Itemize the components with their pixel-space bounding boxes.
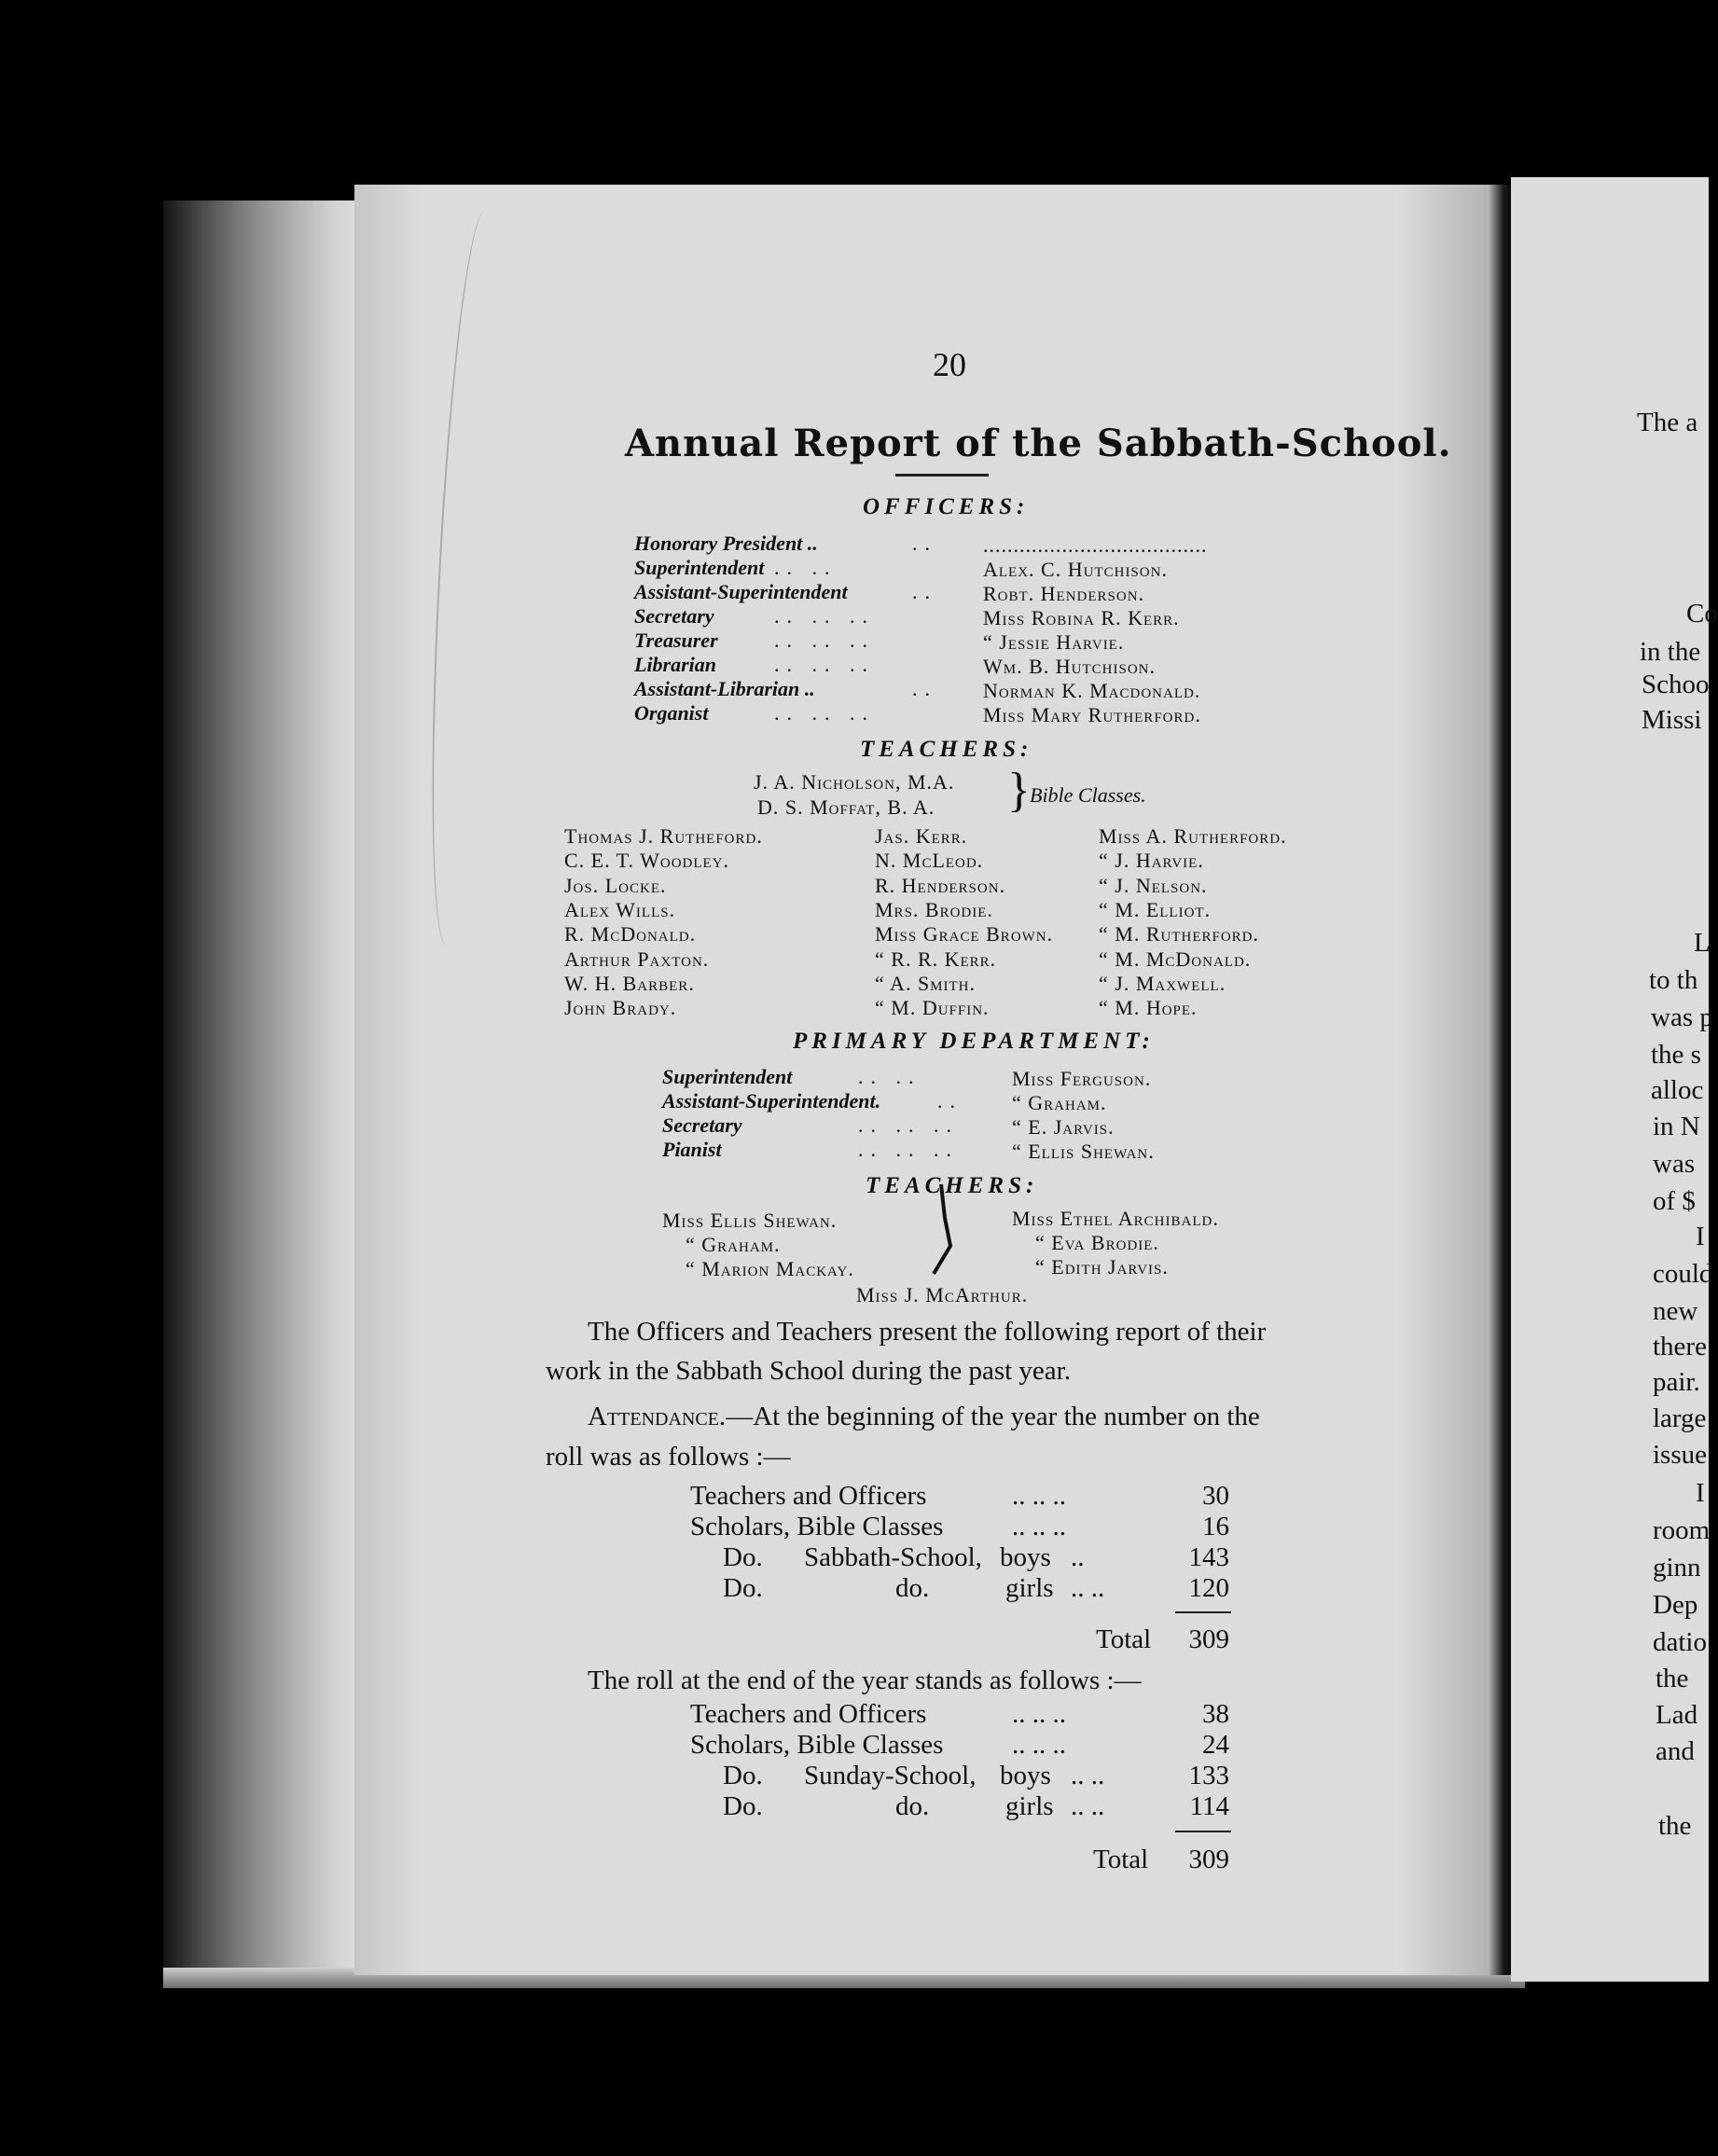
primary-name: “ E. Jarvis. — [1012, 1115, 1115, 1139]
right-page-fragment: Missi — [1642, 705, 1702, 735]
right-page-fragment: the — [1656, 1664, 1689, 1693]
officer-dots: .. .. .. — [774, 701, 875, 725]
officer-dots: .. — [912, 677, 937, 700]
roll-dots: .. .. .. — [1012, 1699, 1066, 1729]
officers-heading: OFFICERS: — [863, 494, 1030, 519]
primary-role: Secretary — [662, 1113, 742, 1137]
book-gutter — [1488, 185, 1514, 1975]
officer-dots: .. .. .. — [774, 604, 875, 628]
bible-classes-label: Bible Classes. — [1030, 783, 1146, 807]
roll-dots: .. .. .. — [1012, 1512, 1066, 1541]
primary-name: “ Ellis Shewan. — [1012, 1140, 1155, 1163]
teacher-name: Miss A. Rutherford. — [1099, 824, 1287, 848]
right-page-fragment: Lad — [1656, 1700, 1698, 1730]
roll-label: Teachers and Officers — [690, 1699, 927, 1729]
roll-label: boys — [1000, 1542, 1051, 1572]
roll-value: 38 — [1202, 1699, 1229, 1729]
roll-label: do. — [895, 1573, 930, 1603]
right-page-fragment: Co — [1686, 599, 1718, 629]
bible-classes-brace: } — [1007, 764, 1031, 817]
right-page-fragment: was — [1653, 1149, 1696, 1179]
roll-value: 24 — [1202, 1730, 1229, 1760]
primary-teacher-center: Miss J. McArthur. — [856, 1283, 1029, 1306]
teacher-name: Thomas J. Rutheford. — [564, 824, 763, 848]
roll-value: 120 — [1188, 1573, 1229, 1603]
title-rule — [895, 474, 989, 477]
officer-dots: .. .. .. — [774, 653, 875, 676]
officer-role: Secretary — [634, 604, 714, 628]
roll-label: Do. — [723, 1573, 763, 1603]
primary-role: Assistant-Superintendent. — [662, 1089, 881, 1113]
officer-dots: .. — [912, 580, 937, 603]
officer-name: “ Jessie Harvie. — [983, 630, 1125, 654]
roll-label: girls — [1005, 1791, 1054, 1821]
primary-teachers-heading: TEACHERS: — [866, 1173, 1039, 1198]
right-page-fragment: ginn — [1653, 1553, 1701, 1582]
primary-teacher: “ Marion Mackay. — [686, 1257, 854, 1280]
right-page-fragment: I — [1696, 1222, 1705, 1251]
right-page-fragment: issue — [1653, 1440, 1707, 1470]
right-page-fragment: Schoo — [1642, 670, 1710, 699]
right-page-fragment: room — [1653, 1515, 1711, 1545]
officer-dots: .. — [912, 532, 937, 555]
primary-dots: .. .. .. — [858, 1138, 959, 1161]
teacher-name: Jas. Kerr. — [875, 824, 968, 848]
primary-teacher: “ Edith Jarvis. — [1035, 1255, 1169, 1278]
attendance-text: —At the beginning of the year the number on the — [726, 1402, 1260, 1431]
officer-role: Treasurer — [634, 629, 718, 652]
officer-role: Assistant-Superintendent — [634, 580, 848, 603]
start-total-rule — [1175, 1611, 1231, 1613]
end-total-label: Total — [1093, 1845, 1149, 1874]
roll-label: Teachers and Officers — [690, 1481, 927, 1511]
teacher-name: C. E. T. Woodley. — [564, 849, 730, 873]
primary-teacher: “ Eva Brodie. — [1035, 1231, 1159, 1254]
right-page-fragment: in the — [1640, 637, 1701, 667]
attendance-paragraph — [588, 1402, 1260, 1432]
roll-dots: .. .. .. — [1012, 1481, 1066, 1511]
teacher-name: “ R. R. Kerr. — [875, 947, 997, 971]
right-page-fragment: datio — [1653, 1627, 1707, 1657]
roll-label: Sunday-School, — [804, 1761, 977, 1790]
right-page-fragment: I — [1696, 1478, 1705, 1508]
teacher-name: Alex Wills. — [564, 897, 676, 921]
teacher-name: “ M. Duffin. — [875, 996, 990, 1020]
roll-dots: .. — [1071, 1542, 1085, 1572]
attendance-paragraph-cont: roll was as follows :— — [546, 1442, 791, 1472]
right-page-fragment: of $ — [1653, 1186, 1696, 1216]
right-page-fragment: could — [1653, 1259, 1713, 1289]
teacher-name: “ M. Elliot. — [1099, 897, 1212, 921]
right-page-fragment: there — [1653, 1332, 1707, 1361]
start-total-label: Total — [1096, 1624, 1152, 1654]
right-page-fragment: to th — [1649, 965, 1698, 995]
roll-value: 114 — [1189, 1791, 1229, 1821]
primary-name: “ Graham. — [1012, 1091, 1107, 1114]
primary-dots: .. .. .. — [858, 1113, 959, 1137]
teacher-name: “ J. Maxwell. — [1099, 971, 1226, 995]
right-page-fragment: new — [1653, 1296, 1698, 1326]
officer-name: Wm. B. Hutchison. — [983, 655, 1156, 678]
primary-role: Superintendent — [662, 1065, 793, 1088]
officer-name: Miss Robina R. Kerr. — [983, 606, 1180, 629]
primary-teacher: Miss Ellis Shewan. — [662, 1209, 838, 1232]
roll-label: Scholars, Bible Classes — [690, 1512, 944, 1541]
right-page-fragment: large — [1653, 1403, 1707, 1433]
primary-heading: PRIMARY DEPARTMENT: — [793, 1029, 1155, 1054]
roll-label: boys — [1000, 1761, 1051, 1790]
end-total-value: 309 — [1188, 1845, 1229, 1874]
end-total-rule — [1175, 1831, 1231, 1832]
officer-role: Librarian — [634, 653, 717, 676]
roll-label: Sabbath-School, — [804, 1542, 982, 1572]
teacher-name: R. McDonald. — [564, 922, 697, 947]
teacher-name: Miss Grace Brown. — [875, 922, 1054, 947]
teacher-name: Mrs. Brodie. — [875, 897, 993, 921]
right-page-fragment: pair. — [1653, 1367, 1700, 1397]
right-page-fragment: was p — [1651, 1002, 1713, 1032]
officer-role: Assistant-Librarian .. — [634, 677, 815, 700]
roll-dots: .. .. .. — [1012, 1730, 1066, 1760]
primary-teacher: Miss Ethel Archibald. — [1012, 1207, 1219, 1230]
teacher-name: W. H. Barber. — [564, 971, 695, 995]
officer-name: Miss Mary Rutherford. — [983, 703, 1201, 726]
primary-teacher: “ Graham. — [686, 1233, 781, 1256]
roll-label: Scholars, Bible Classes — [690, 1730, 944, 1760]
teacher-name: Arthur Paxton. — [564, 947, 710, 971]
teacher-name: “ M. Hope. — [1099, 996, 1198, 1020]
page-number: 20 — [933, 346, 966, 383]
right-page-fragment: and — [1656, 1736, 1695, 1766]
officer-name: Robt. Henderson. — [983, 582, 1145, 605]
officer-dots: .. .. — [774, 556, 838, 579]
book-page-edges — [163, 200, 359, 1986]
right-page-fragment: the s — [1651, 1040, 1701, 1070]
teachers-heading: TEACHERS: — [860, 737, 1033, 762]
primary-dots: .. .. — [858, 1065, 921, 1088]
roll-label: do. — [895, 1791, 930, 1821]
roll-label: Do. — [723, 1761, 763, 1790]
roll-label: Do. — [723, 1791, 763, 1821]
officer-role: Superintendent — [634, 556, 765, 579]
officer-role: Honorary President .. — [634, 532, 818, 555]
officer-name: ..................................... — [983, 533, 1208, 557]
primary-dots: .. — [937, 1089, 963, 1113]
teacher-name: “ J. Nelson. — [1099, 873, 1208, 897]
end-roll-intro: The roll at the end of the year stands as follows :— — [588, 1665, 1142, 1695]
bible-teacher: J. A. Nicholson, M.A. — [754, 770, 955, 794]
right-page-fragment: the — [1658, 1811, 1692, 1841]
teacher-name: N. McLeod. — [875, 849, 984, 873]
roll-value: 30 — [1202, 1481, 1229, 1511]
roll-value: 143 — [1188, 1542, 1229, 1572]
bible-teacher: D. S. Moffat, B. A. — [757, 795, 935, 819]
start-total-value: 309 — [1188, 1624, 1229, 1654]
teacher-name: “ M. Rutherford. — [1099, 922, 1260, 947]
right-page-fragment: L — [1694, 928, 1711, 958]
right-page-fragment: The a — [1637, 408, 1698, 437]
teacher-name: John Brady. — [564, 996, 677, 1020]
right-page-fragment: in N — [1653, 1112, 1700, 1141]
roll-label: girls — [1005, 1573, 1054, 1603]
officer-dots: .. .. .. — [774, 629, 875, 652]
roll-value: 133 — [1188, 1761, 1229, 1790]
officer-role: Organist — [634, 701, 709, 725]
attendance-label: Attendance. — [588, 1402, 727, 1431]
primary-role: Pianist — [662, 1138, 722, 1161]
roll-label: Do. — [723, 1542, 763, 1572]
report-intro-line: The Officers and Teachers present the following report of their — [588, 1317, 1267, 1347]
right-page-fragment: Dep — [1653, 1590, 1698, 1620]
primary-name: Miss Ferguson. — [1012, 1067, 1152, 1090]
roll-value: 16 — [1202, 1512, 1229, 1541]
officer-name: Norman K. Macdonald. — [983, 679, 1201, 702]
teacher-name: Jos. Locke. — [564, 873, 667, 897]
report-intro-line: work in the Sabbath School during the past year. — [546, 1356, 1071, 1386]
page-title: Annual Report of the Sabbath-School. — [625, 422, 1452, 465]
roll-dots: .. .. — [1071, 1791, 1105, 1821]
roll-dots: .. .. — [1071, 1761, 1105, 1790]
teacher-name: “ A. Smith. — [875, 971, 977, 995]
teacher-name: “ M. McDonald. — [1099, 947, 1252, 971]
officer-name: Alex. C. Hutchison. — [983, 558, 1168, 581]
roll-dots: .. .. — [1071, 1573, 1105, 1603]
teacher-name: R. Henderson. — [875, 873, 1006, 897]
right-page-fragment: alloc — [1651, 1075, 1704, 1105]
ink-mark — [928, 1181, 965, 1283]
teacher-name: “ J. Harvie. — [1099, 849, 1204, 873]
